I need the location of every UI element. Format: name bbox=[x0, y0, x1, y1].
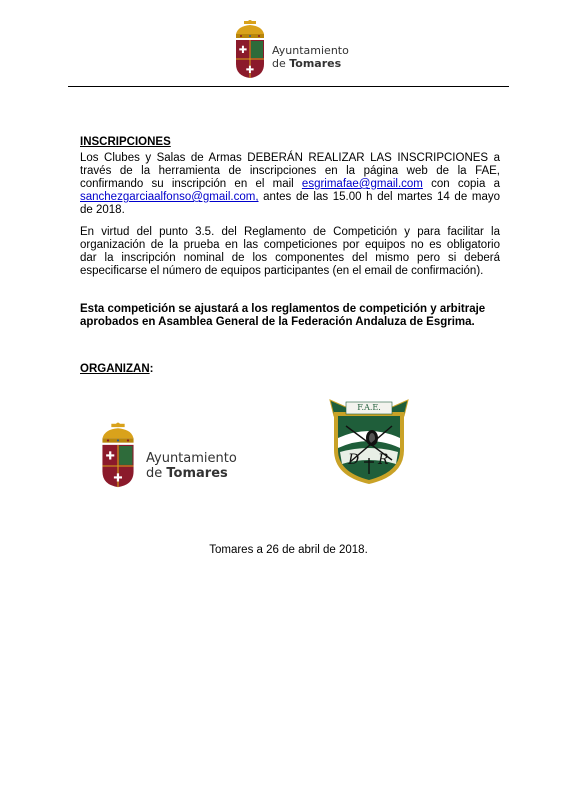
tomares-crest-icon bbox=[98, 420, 138, 492]
text-line: organización de la prueba en las competiciones por equipos no es obligatorio bbox=[80, 239, 500, 251]
text-line: dar la inscripción nominal de los componentes del mismo pero si deberá bbox=[80, 252, 500, 264]
header-logo bbox=[232, 20, 352, 84]
text-line: especificarse el número de equipos participantes (en el email de confirmación). bbox=[80, 265, 484, 277]
fae-letter-left: D bbox=[348, 452, 360, 468]
logo-line-1: Ayuntamiento bbox=[146, 451, 237, 466]
fae-letter-right: R bbox=[378, 452, 389, 468]
header-logo-text bbox=[272, 45, 349, 70]
text-line: En virtud del punto 3.5. del Reglamento de Competición y para facilitar la bbox=[80, 226, 500, 238]
svg-text:✚: ✚ bbox=[113, 471, 123, 485]
svg-text:✚: ✚ bbox=[238, 45, 248, 56]
section-title-inscripciones: INSCRIPCIONES bbox=[80, 136, 171, 148]
fae-text: F.A.E. bbox=[357, 403, 381, 412]
text-line: Los Clubes y Salas de Armas DEBERÁN REALIZAR LAS INSCRIPCIONES a bbox=[80, 152, 500, 164]
reglamentos-statement bbox=[80, 303, 510, 329]
header-divider bbox=[68, 86, 509, 87]
reglamento-paragraph bbox=[80, 226, 500, 278]
organizer-logo-tomares bbox=[98, 420, 248, 500]
section-title-organizan: ORGANIZAN: bbox=[80, 363, 154, 375]
logo-line-2: de Tomares bbox=[146, 465, 228, 481]
email-link-sanchez[interactable]: sanchezgarciaalfonso@gmail.com, bbox=[80, 191, 259, 203]
text-line: sanchezgarciaalfonso@gmail.com, antes de las 15.00 h del martes 14 de mayo bbox=[80, 191, 500, 203]
document-date: Tomares a 26 de abril de 2018. bbox=[209, 544, 368, 556]
text-line: aprobados en Asamblea General de la Federación Andaluza de Esgrima. bbox=[80, 316, 475, 328]
organizer-logo-text bbox=[146, 452, 237, 482]
logo-line-1: Ayuntamiento bbox=[272, 44, 349, 57]
svg-text:✚: ✚ bbox=[245, 65, 255, 76]
text-line: confirmando su inscripción en el mail esgrimafae@gmail.com con copia a bbox=[80, 178, 500, 190]
text-line: de 2018. bbox=[80, 204, 125, 216]
organizer-logo-fae bbox=[328, 394, 410, 486]
email-link-fae[interactable]: esgrimafae@gmail.com bbox=[301, 178, 423, 190]
inscripciones-paragraph bbox=[80, 152, 500, 217]
tomares-crest-icon bbox=[232, 20, 268, 80]
text-line: través de la herramienta de inscripciones en la página web de la FAE, bbox=[80, 165, 500, 177]
svg-text:✚: ✚ bbox=[105, 449, 115, 463]
logo-line-2: de Tomares bbox=[272, 56, 342, 70]
text-line: Esta competición se ajustará a los reglamentos de competición y arbitraje bbox=[80, 303, 486, 315]
